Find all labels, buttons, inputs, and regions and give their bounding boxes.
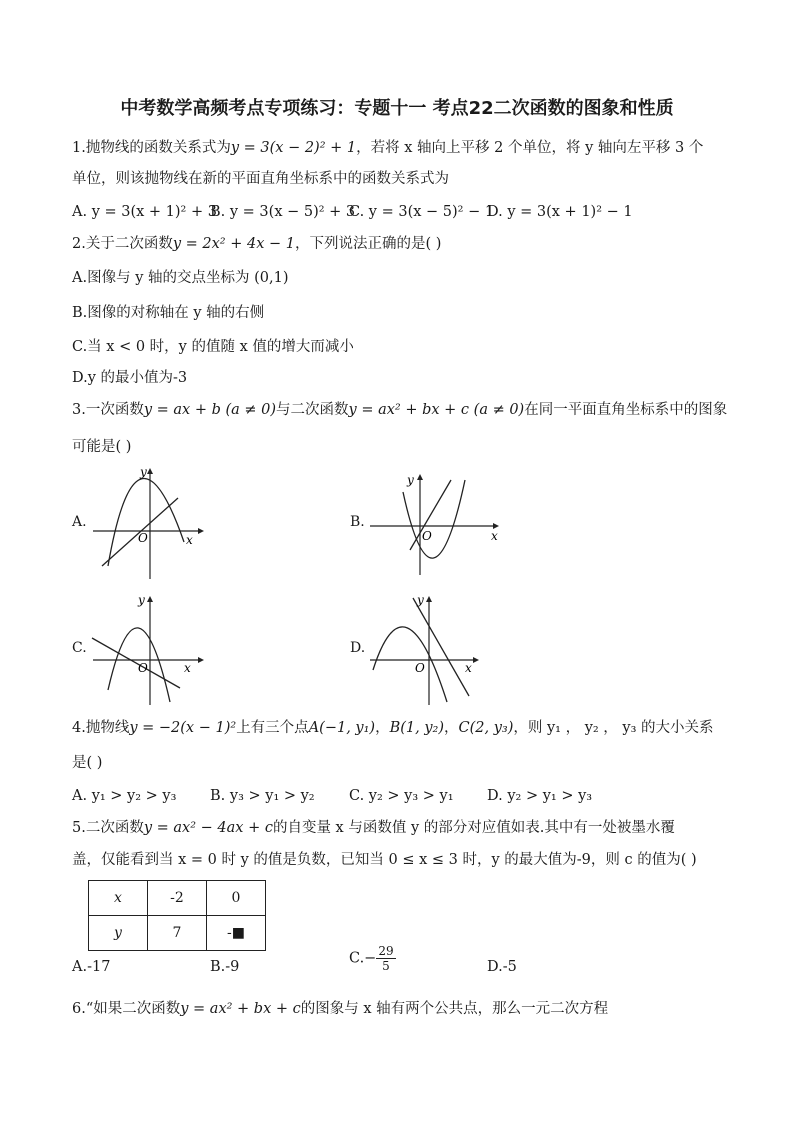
x-axis-arrow (473, 657, 479, 663)
q2-option-c: C.当 x < 0 时，y 的值随 x 值的增大而减小 (72, 339, 354, 355)
q6-stem-post: 的图象与 x 轴有两个公共点，那么一元二次方程 (300, 1001, 609, 1017)
q3-stem-line2: 可能是( ) (72, 439, 132, 455)
table-row (89, 881, 266, 916)
q2-option-d: D.y 的最小值为-3 (72, 370, 188, 386)
q3-quadratic-expression: y = ax² + bx + c (a ≠ 0) (348, 402, 525, 418)
q2-option-a: A.图像与 y 轴的交点坐标为 (0,1) (72, 270, 289, 286)
q1-option-a: A. y = 3(x + 1)² + 3 (72, 204, 217, 220)
q4-stem-mid: 上有三个点 (236, 720, 309, 736)
q5-option-d: D.-5 (487, 959, 517, 975)
q2-stem-pre: 2.关于二次函数 (72, 236, 173, 252)
q1-option-b: B. y = 3(x − 5)² + 3 (210, 204, 356, 220)
line (413, 598, 469, 696)
origin-label: O (138, 531, 148, 545)
q5-stem-pre: 5.二次函数 (72, 820, 144, 836)
y-axis-arrow (147, 468, 153, 474)
q1-option-c: C. y = 3(x − 5)² − 1 (349, 204, 495, 220)
table-row (89, 916, 266, 951)
q1-stem-post: ，若将 x 轴向上平移 2 个单位，将 y 轴向左平移 3 个 (356, 140, 704, 156)
q5-stem-line2: 盖，仅能看到当 x = 0 时 y 的值是负数，已知当 0 ≤ x ≤ 3 时，y 的最大值为-9，则 c 的值为( ) (72, 852, 697, 868)
q4-stem-pre: 4.抛物线 (72, 720, 130, 736)
q5-option-c (349, 944, 396, 973)
q2-expression: y = 2x² + 4x − 1 (172, 236, 295, 252)
q4-option-c: C. y₂ > y₃ > y₁ (349, 788, 454, 804)
q5-stem-post: 的自变量 x 与函数值 y 的部分对应值如表.其中有一处被墨水覆 (272, 820, 675, 836)
q1-expression: y = 3(x − 2)² + 1 (230, 140, 357, 156)
q6-stem-pre: 6.“如果二次函数 (72, 1001, 181, 1017)
x-axis-arrow (198, 528, 204, 534)
q4-expression: y = −2(x − 1)² (129, 720, 237, 736)
q6-expression: y = ax² + bx + c (180, 1001, 301, 1017)
q2-option-b: B.图像的对称轴在 y 轴的右侧 (72, 305, 265, 321)
q1-option-d: D. y = 3(x + 1)² − 1 (487, 204, 633, 220)
q2-stem-post: ，下列说法正确的是( ) (294, 236, 442, 252)
parabola (108, 479, 184, 566)
q1-stem-line1 (72, 138, 703, 158)
table-cell: -2 (148, 881, 207, 916)
table-cell: x (89, 881, 148, 916)
q3-graph-c (88, 590, 208, 710)
q5-expression: y = ax² − 4ax + c (143, 820, 273, 836)
q5-option-c-prefix: C.− (349, 950, 377, 967)
q2-stem (72, 234, 441, 254)
q3-graph-d (365, 590, 485, 710)
table-cell: 0 (207, 881, 266, 916)
x-axis-label: x (186, 533, 193, 547)
x-axis-label: x (184, 661, 191, 675)
q5-option-a: A.-17 (72, 959, 111, 975)
table-cell: y (89, 916, 148, 951)
q3-graph-b (365, 470, 505, 580)
fraction-denominator: 5 (382, 959, 390, 973)
y-axis-label: y (417, 593, 424, 607)
table-cell: -■ (207, 916, 266, 951)
line (92, 638, 180, 688)
q4-stem-post: ，则 y₁ ， y₂ ， y₃ 的大小关系 (513, 720, 714, 736)
q3-graph-a (88, 464, 208, 584)
x-axis-arrow (198, 657, 204, 663)
q4-stem-line1: 4.抛物线y = −2(x − 1)²上有三个点A(−1, y₁)，B(1, y₂)，C(2, y₃)，则 y₁ ， y₂ ， y₃ 的大小关系 (72, 720, 714, 736)
q1-stem-pre: 1.抛物线的函数关系式为 (72, 140, 231, 156)
y-axis-arrow (147, 596, 153, 602)
q4-point-c: C(2, y₃) (458, 720, 514, 736)
q3-graph-b-label: B. (350, 514, 365, 530)
q3-stem-mid: 与二次函数 (276, 402, 349, 418)
x-axis-label: x (491, 529, 498, 543)
q3-graph-d-label: D. (350, 640, 366, 656)
q3-graph-c-label: C. (72, 640, 87, 656)
q4-option-d: D. y₂ > y₁ > y₃ (487, 788, 593, 804)
origin-label: O (422, 529, 432, 543)
x-axis-label: x (465, 661, 472, 675)
q4-stem-line2: 是( ) (72, 755, 103, 771)
q4-point-a: A(−1, y₁) (308, 720, 376, 736)
q4-option-a: A. y₁ > y₂ > y₃ (72, 788, 177, 804)
q5-option-c-fraction (376, 944, 395, 973)
q1-stem-line2: 单位，则该抛物线在新的平面直角坐标系中的函数关系式为 (72, 171, 449, 187)
y-axis-arrow (426, 596, 432, 602)
y-axis-label: y (140, 465, 147, 479)
y-axis-arrow (417, 474, 423, 480)
q3-graph-a-label: A. (72, 514, 87, 530)
page-title: 中考数学高频考点专项练习：专题十一 考点22二次函数的图象和性质 (120, 98, 674, 119)
origin-label: O (415, 661, 425, 675)
q3-stem-line1 (72, 400, 727, 420)
q3-stem-post: 在同一平面直角坐标系中的图象 (524, 402, 728, 418)
q3-linear-expression: y = ax + b (a ≠ 0) (143, 402, 277, 418)
q5-stem-line1 (72, 818, 675, 838)
table-cell: 7 (148, 916, 207, 951)
q4-option-b: B. y₃ > y₁ > y₂ (210, 788, 315, 804)
fraction-numerator: 29 (378, 944, 394, 958)
origin-label: O (138, 661, 148, 675)
q5-option-b: B.-9 (210, 959, 240, 975)
y-axis-label: y (407, 473, 414, 487)
y-axis-label: y (138, 593, 145, 607)
q3-stem-pre: 3.一次函数 (72, 402, 144, 418)
q6-stem-line1 (72, 999, 608, 1019)
q5-value-table (88, 880, 266, 951)
q4-point-b: B(1, y₂) (389, 720, 444, 736)
